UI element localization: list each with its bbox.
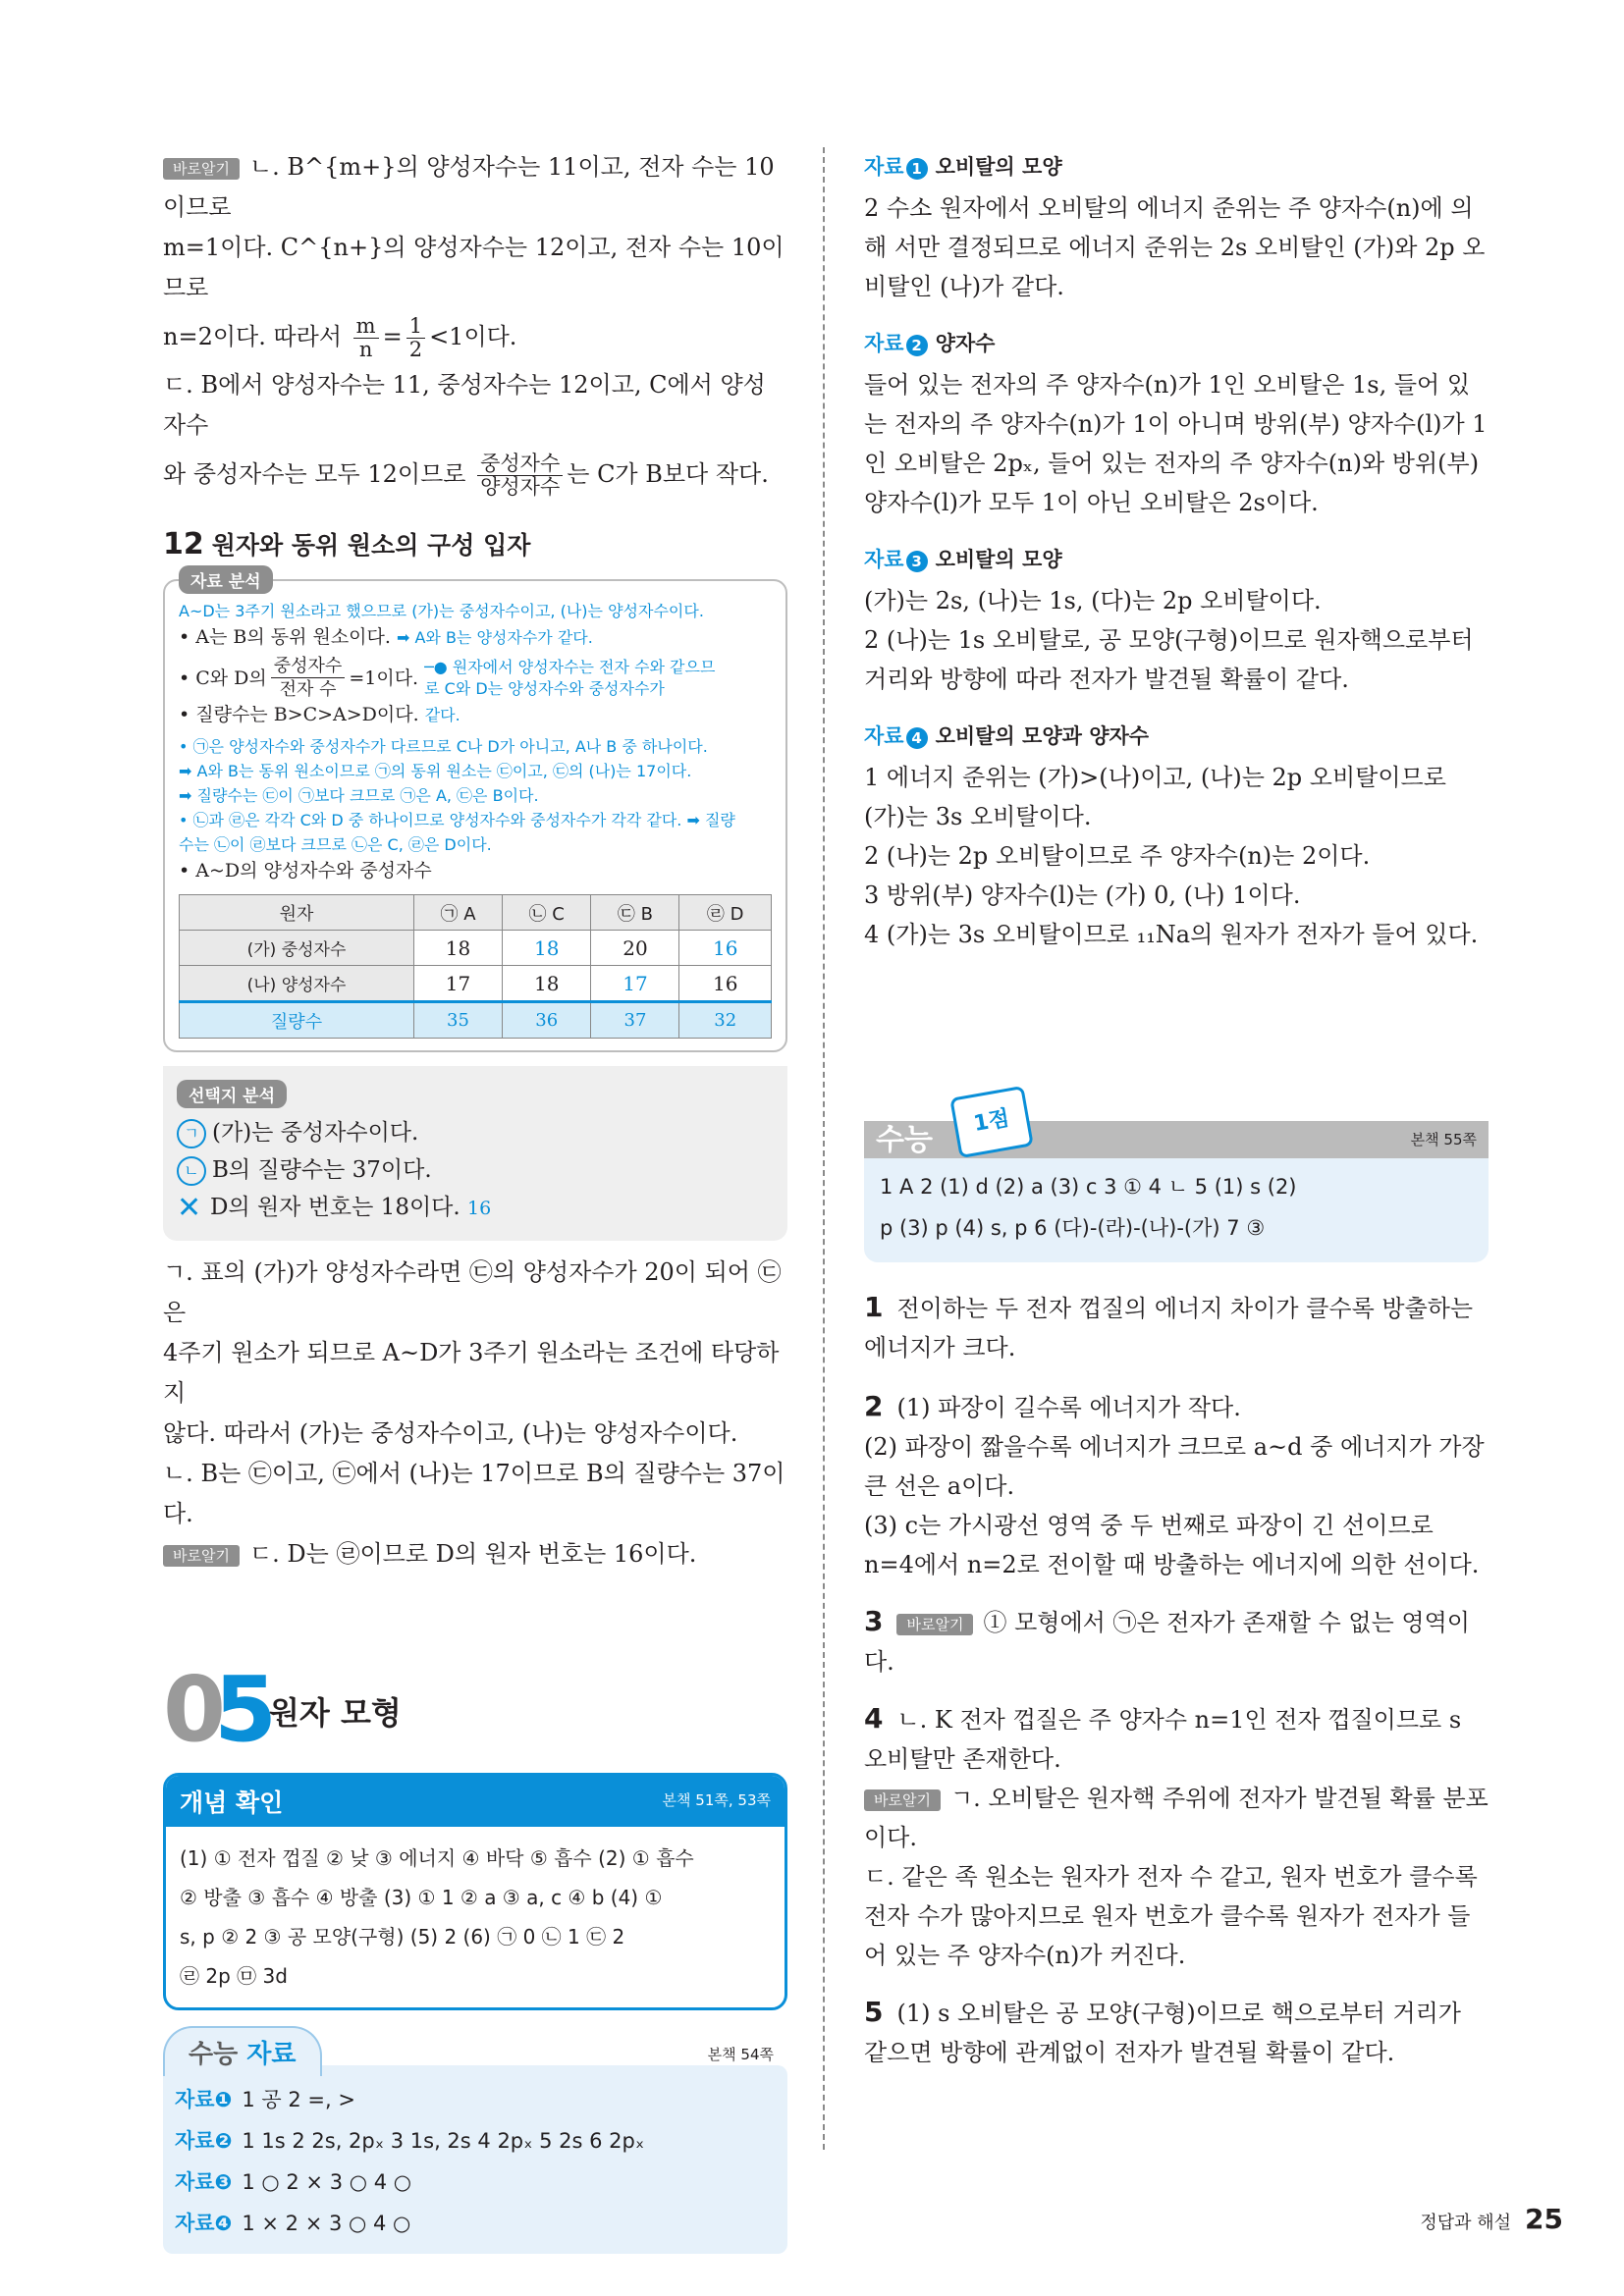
choice-analysis: 선택지 분석 ㄱ (가)는 중성자수이다. ㄴ B의 질량수는 37이다. ✕ D의 원자 번호는 18이다. 16 [163,1066,787,1241]
list-item: 자료❹ 1 × 2 × 3 ○ 4 ○ [175,2212,411,2235]
wrong-mark-icon: ✕ [177,1191,202,1225]
fraction: $\frac{\text{중성자수}}{\text{양성자수}}$ [477,453,563,499]
choice-label: 선택지 분석 [177,1080,287,1108]
table-row: (가) 중성자수 18 18 20 16 [180,931,772,966]
list-item: 2 (나)는 2p 오비탈이므로 주 양자수(n)는 2이다. [864,842,1371,870]
answer-tag: 바로알기 [163,1545,240,1567]
answer-explanations: 1 전이하는 두 전자 껍질의 에너지 차이가 클수록 방출하는 에너지가 크다. 2 (1) 파장이 길수록 에너지가 작다. (2) 파장이 짧을수록 에너지가 크므로 a~d 중 에너지가 가장 큰 선은 a이다. (3) c는 가시광선 영역 중 두 번째로 파장이 긴 선이므로 n=4에서 n=2로 전이할 때 방출하는 에너지에 의한 선이다. 3 바로알기 ① 모형에서 ㉠은 전자가 존재할 수 없는 영역이다. 4 ㄴ. K 전자 껍질은 주 양자수 n=1인 전자 껍질이므로 s 오비탈만 존재한다. 바로알기 ㄱ. 오비탈은 원자핵 주위에 전자가 발견될 확률 분포이다. ㄷ. 같은 족 원소는 원자가 전자 수 같고, 원자 번호가 클수록 전자 수가 많아지므로 원자 번호가 클수록 원자가 전자가 들어 있는 주 양자수(n)가 커진다. 5 (1) s 오비탈은 공 모양(구형)이므로 핵으로부터 거리가 같으면 방향에 관계없이 전자가 발견될 확률이 같다. [864,1291,1489,2066]
fraction: $\frac{\text{중성자수}}{\text{전자 수}}$ [271,655,346,701]
analysis-label: 자료 분석 [179,565,273,594]
list-item: 자료❶ 1 공 2 =, > [175,2088,355,2111]
list-item: 자료❷ 1 1s 2 2s, 2pₓ 3 1s, 2s 4 2pₓ 5 2s 6 2pₓ [175,2129,645,2153]
section-header [163,1657,787,1773]
data-heading: 자료 3 오비탈의 모양 [864,548,1062,571]
concept-check-box: 개념 확인 본책 51쪽, 53쪽 (1) ① 전자 껍질 ② 낮 ③ 에너지 ④ 바닥 ⑤ 흡수 (2) ① 흡수 ② 방출 ③ 흡수 ④ 방출 (3) ① 1 ② a ③ a, c ④ b (4) ① s, p ② 2 ③ 공 모양(구형) (5) 2 (6) ㉠ 0 ㉡ 1 ㉢ 2 ㉣ 2p ㉤ 3d [163,1773,787,2010]
correct-mark-icon: ㄴ [177,1156,206,1186]
particle-table: 원자 ㉠ A ㉡ C ㉢ B ㉣ D (가) 중성자수 18 18 20 16 (나) 양성자수 17 18 17 16 질량수 35 36 37 32 [179,894,772,1039]
section-title: 원자 모형 [269,1694,402,1732]
list-item: 4 (가)는 3s 오비탈이므로 ₁₁Na의 원자가 전자가 들어 있다. [864,921,1479,948]
suneung-data-box: 수능 자료 본책 54쪽 자료❶ 1 공 2 =, > 자료❷ 1 1s 2 2s, 2pₓ 3 1s, 2s 4 2pₓ 5 2s 6 2pₓ 자료❸ 1 ○ 2 × 3 ○ 4 ○ 자료❹ 1 × 2 × 3 ○ 4 ○ [163,2065,787,2254]
one-point-badge: 1점 [949,1086,1034,1158]
answer-tag: 바로알기 [896,1614,973,1635]
list-item: 자료❸ 1 ○ 2 × 3 ○ 4 ○ [175,2170,412,2194]
left-column [163,147,787,2254]
data-analysis-box: 자료 분석 A~D는 3주기 원소라고 했으므로 (가)는 중성자수이고, (나)는 양성자수이다. • A는 B의 동위 원소이다. ➡ A와 B는 양성자수가 같다. • C와 D의 $\frac{\text{중성자수}}{\text{전자 수}}$ =1이다. ─● 원자에서 양성자수는 전자 수와 같으므 로 C와 D는 양성자수와 중성자수가 • 질량수는 B>C>A>D이다. 같다. • ㉠은 양성자수와 중성자수가 다르므로 C나 D가 아니고, A나 B 중 하나이다. ➡ A와 B는 동위 원소이므로 ㉠의 동위 원소는 ㉢이고, ㉢의 (나)는 17이다. ➡ 질량수는 ㉢이 ㉠보다 크므로 ㉠은 A, ㉢은 B이다. • ㉡과 ㉣은 각각 C와 D 중 하나이므로 양성자수와 중성자수가 각각 같다. ➡ 질량 수는 ㉡이 ㉣보다 크므로 ㉡은 C, ㉣은 D이다. • A~D의 양성자수와 중성자수 원자 ㉠ A ㉡ C ㉢ B ㉣ D (가) 중성자수 18 18 20 16 (나) 양성자수 17 18 17 16 질량수 35 36 37 32 [163,579,787,1052]
data-heading: 자료 2 양자수 [864,332,996,355]
list-item: 1 에너지 준위는 (가)>(나)이고, (나)는 2p 오비탈이므로 (가)는 3s 오비탈이다. [864,764,1446,830]
fraction: $\frac{1}{2}$ [406,315,425,361]
q12-explanation: ㄱ. 표의 (가)가 양성자수라면 ㉢의 양성자수가 20이 되어 ㉢은 4주기 원소가 되므로 A~D가 3주기 원소라는 조건에 타당하지 않다. 따라서 (가)는 중성자수이고, (나)는 양성자수이다. ㄴ. B는 ㉢이고, ㉢에서 (나)는 17이므로 B의 질량수는 37이다. 바로알기 ㄷ. D는 ㉣이므로 D의 원자 번호는 16이다. [163,1258,785,1568]
fraction: $\frac{m}{n}$ [353,315,379,361]
correct-mark-icon: ㄱ [177,1119,206,1148]
page-number: 25 [1525,2203,1563,2235]
list-item: 3 방위(부) 양자수(l)는 (가) 0, (나) 1이다. [864,881,1301,909]
answer-tag: 바로알기 [864,1789,941,1811]
right-column: 자료 1 오비탈의 모양 2 수소 원자에서 오비탈의 에너지 준위는 주 양자수(n)에 의해 서만 결정되므로 에너지 준위는 2s 오비탈인 (가)와 2p 오비탈인 (나)가 같다. 자료 2 양자수 들어 있는 전자의 주 양자수(n)가 1인 오비탈은 1s, 들어 있는 전자의 주 양자수(n)가 1이 아니며 방위(부) 양자수(l)가 1인 오비탈은 2pₓ, 들어 있는 전자의 주 양자수(n)와 방위(부) 양자수(l)가 모두 1이 아닌 오비탈은 2s이다. 자료 3 오비탈의 모양 (가)는 2s, (나)는 1s, (다)는 2p 오비탈이다. 2 (나)는 1s 오비탈로, 공 모양(구형)이므로 원자핵으로부터 거리와 방향에 따라 전자가 발견될 확률이 같다. 자료 4 오비탈의 모양과 양자수 1 에너지 준위는 (가)>(나)이고, (나)는 2p 오비탈이므로 (가)는 3s 오비탈이다. 2 (나)는 2p 오비탈이므로 주 양자수(n)는 2이다. 3 방위(부) 양자수(l)는 (가) 0, (나) 1이다. 4 (가)는 3s 오비탈이므로 ₁₁Na의 원자가 전자가 들어 있다. 수능 1점 본책 55쪽 1 A 2 (1) d (2) a (3) c 3 ① 4 ㄴ 5 (1) s (2) p (3) p (4) s, p 6 (다)-(라)-(나)-(가) 7 ③ 1 전이하는 두 전자 껍질의 에너지 차이가 클수록 방출하는 에너지가 크다. 2 (1) 파장이 길수록 에너지가 작다. (2) 파장이 짧을수록 에너지가 크므로 a~d 중 에너지가 가장 큰 선은 a이다. (3) c는 가시광선 영역 중 두 번째로 파장이 긴 선이므로 n=4에서 n=2로 전이할 때 방출하는 에너지에 의한 선이다. 3 바로알기 ① 모형에서 ㉠은 전자가 존재할 수 없는 영역이다. 4 ㄴ. K 전자 껍질은 주 양자수 n=1인 전자 껍질이므로 s 오비탈만 존재한다. 바로알기 ㄱ. 오비탈은 원자핵 주위에 전자가 발견될 확률 분포이다. ㄷ. 같은 족 원소는 원자가 전자 수 같고, 원자 번호가 클수록 전자 수가 많아지므로 원자 번호가 클수록 원자가 전자가 들어 있는 주 양자수(n)가 커진다. 5 (1) s 오비탈은 공 모양(구형)이므로 핵으로부터 거리가 같으면 방향에 관계없이 전자가 발견될 확률이 같다. [864,147,1489,2072]
question-12-heading: 12 원자와 동위 원소의 구성 입자 [163,527,531,561]
suneung-one-point-box: 수능 1점 본책 55쪽 1 A 2 (1) d (2) a (3) c 3 ① 4 ㄴ 5 (1) s (2) p (3) p (4) s, p 6 (다)-(라)-(나)-(가) 7 ③ [864,1121,1489,1262]
section-number: 05 [163,1657,278,1762]
page-footer: 정답과 해설 25 [1420,2203,1563,2235]
data-heading: 자료 4 오비탈의 모양과 양자수 [864,724,1150,748]
intro-explanation: 바로알기 ㄴ. B^{m+}의 양성자수는 11이고, 전자 수는 10이므로 m=1이다. C^{n+}의 양성자수는 12이고, 전자 수는 10이므로 n=2이다. 따라서 $\frac{m}{n}$ = $\frac{1}{2}$ <1이다. ㄷ. B에서 양성자수는 11, 중성자수는 12이고, C에서 양성자수 와 중성자수는 모두 12이므로 $\frac{\text{중성자수}}{\text{양성자수}}$ 는 C가 B보다 작다. [163,153,785,499]
data-heading: 자료 1 오비탈의 모양 [864,155,1062,179]
suneung-tab: 수능 자료 [163,2026,322,2076]
table-row: (나) 양성자수 17 18 17 16 [180,966,772,1002]
table-row: 질량수 35 36 37 32 [180,1002,772,1039]
column-divider [823,147,825,2150]
answer-tag: 바로알기 [163,158,240,180]
